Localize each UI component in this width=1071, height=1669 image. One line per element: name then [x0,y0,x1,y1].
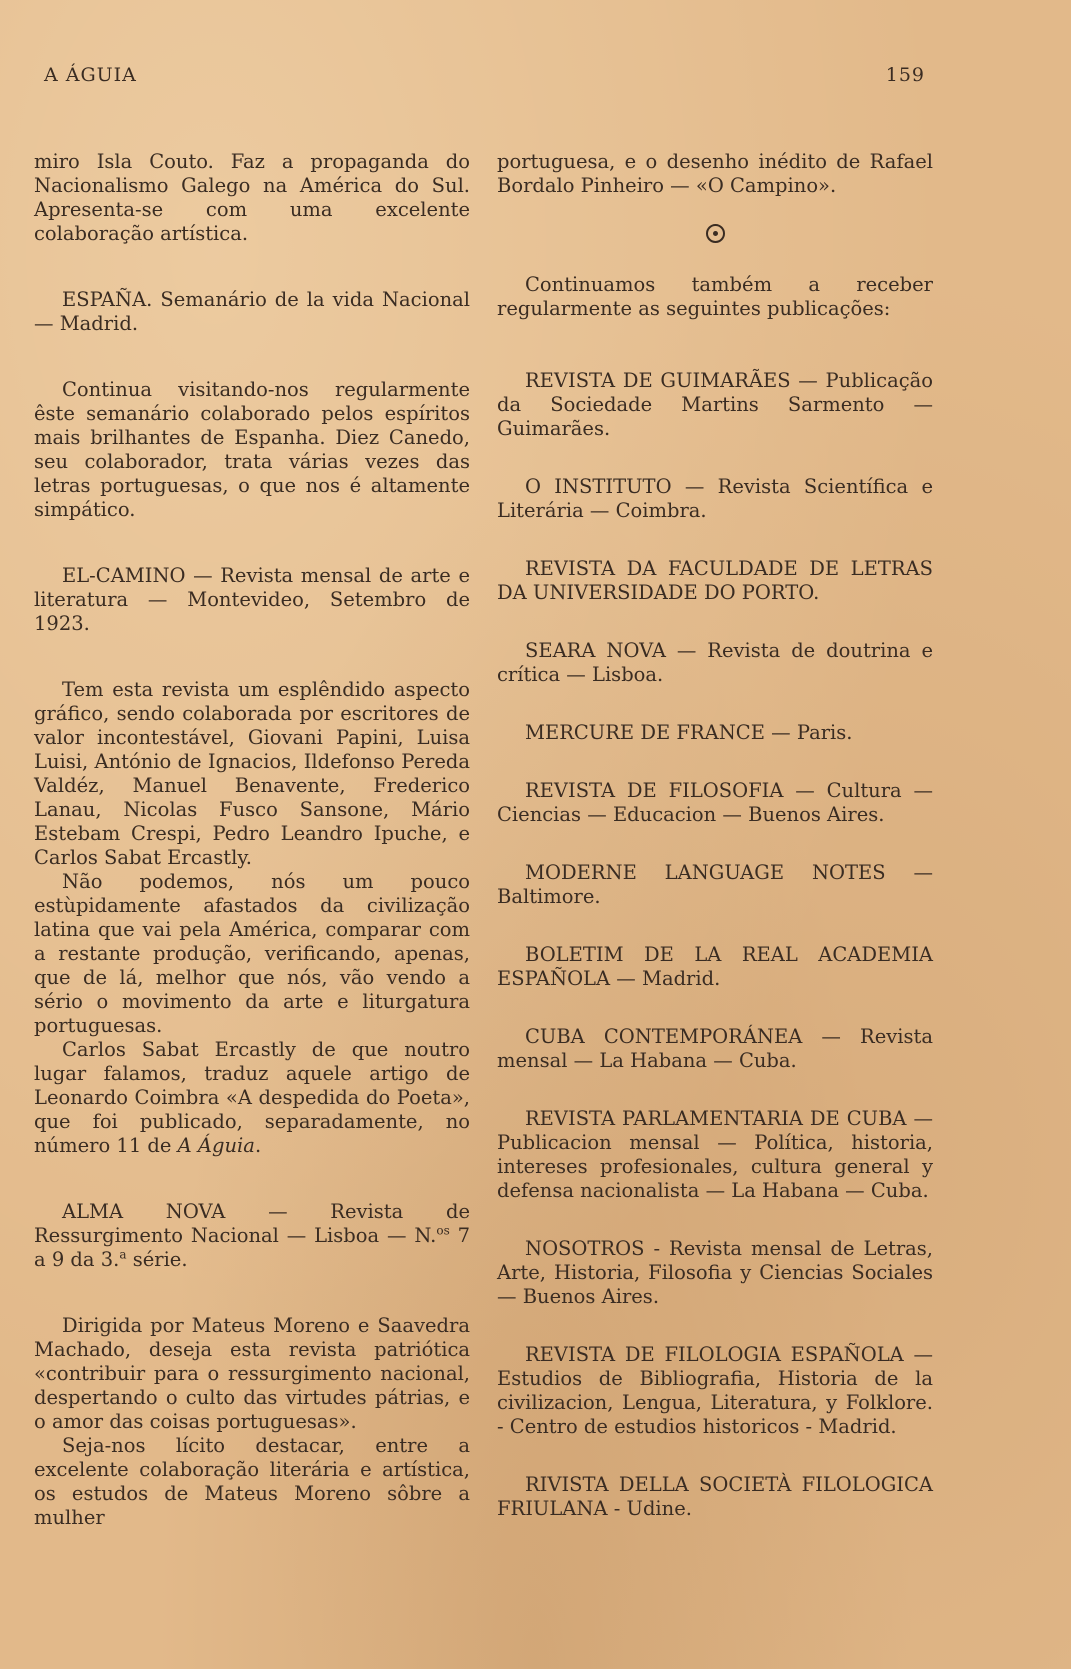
paragraph: Tem esta revista um esplêndido aspecto gráfico, sendo colaborada por escritores de valor incontestável, Giovani Papini, Luisa Luisi, António de Ignacios, Ildefonso Pereda Valdéz, Manuel Benavente, Frederico Lanau, Nicolas Fusco Sansone, Mário Estebam Crespi, Pedro Leandro Ipuche, e Carlos Sabat Ercastly. [34,678,470,869]
left-column [34,150,470,1530]
publication-entry: MERCURE DE FRANCE — Paris. [525,721,853,744]
publication-entry: SEARA NOVA — Revista de doutrina e crítica — Lisboa. [497,639,933,686]
right-column [497,150,933,1521]
review-entry-alma-nova: ALMA NOVA — Revista de Ressurgimento Nacional — Lisboa — N.$^{os}$ 7 a 9 da 3.$^a$ série. [34,1200,470,1271]
paragraph: miro Isla Couto. Faz a propaganda do Nacionalismo Galego na América do Sul. Apresenta-se com uma excelente colaboração artística. [34,150,470,245]
publication-entry: O INSTITUTO — Revista Scientífica e Literária — Coimbra. [497,475,933,522]
journal-title: A ÁGUIA [44,64,137,86]
publication-entry: REVISTA DE FILOSOFIA — Cultura — Ciencias — Educacion — Buenos Aires. [497,779,933,826]
publication-entry: REVISTA PARLAMENTARIA DE CUBA — Publicacion mensal — Política, historia, intereses profesionales, cultura general y defensa nacionalista — La Habana — Cuba. [497,1107,933,1202]
review-entry-espana: ESPAÑA. Semanário de la vida Nacional — Madrid. [34,288,470,335]
paragraph: portuguesa, e o desenho inédito de Rafael Bordalo Pinheiro — «O Campino». [497,150,933,197]
review-entry-el-camino: EL-CAMINO — Revista mensal de arte e literatura — Montevideo, Setembro de 1923. [34,564,470,635]
publication-entry: BOLETIM DE LA REAL ACADEMIA ESPAÑOLA — Madrid. [497,943,933,990]
paragraph: Não podemos, nós um pouco estùpidamente afastados da civilização latina que vai pela América, comparar com a restante produção, verificando, apenas, que de lá, melhor que nós, vão vendo a sério o movimento da arte e liturgatura portuguesas. [34,870,470,1037]
publication-entry: REVISTA DE GUIMARÃES — Publicação da Sociedade Martins Sarmento — Guimarães. [497,369,933,440]
publication-entry: MODERNE LANGUAGE NOTES — Baltimore. [497,861,933,908]
paragraph: Seja-nos lícito destacar, entre a excelente colaboração literária e artística, os estudos de Mateus Moreno sôbre a mulher [34,1434,470,1529]
circle-dot-icon [706,224,725,243]
paragraph: Dirigida por Mateus Moreno e Saavedra Machado, deseja esta revista patriótica «contribuir para o ressurgimento nacional, despertando o culto das virtudes pátrias, e o amor das coisas portuguesas». [34,1314,470,1433]
publication-entry: REVISTA DA FACULDADE DE LETRAS DA UNIVERSIDADE DO PORTO. [497,557,933,604]
publication-entry: RIVISTA DELLA SOCIETÀ FILOLOGICA FRIULANA - Udine. [497,1473,933,1520]
paragraph: Carlos Sabat Ercastly de que noutro lugar falamos, traduz aquele artigo de Leonardo Coimbra «A despedida do Poeta», que foi publicado, separadamente, no número 11 de A Águia. [34,1038,470,1157]
publication-entry: NOSOTROS - Revista mensal de Letras, Arte, Historia, Filosofia y Ciencias Sociales — Buenos Aires. [497,1237,933,1308]
page-number: 159 [885,64,925,86]
publication-entry: CUBA CONTEMPORÁNEA — Revista mensal — La Habana — Cuba. [497,1025,933,1072]
paragraph: Continuamos também a receber regularmente as seguintes publicações: [497,273,933,320]
publication-entry: REVISTA DE FILOLOGIA ESPAÑOLA — Estudios de Bibliografia, Historia de la civilizacion, Lengua, Literatura, y Folklore. - Centro de estudios historicos - Madrid. [497,1343,933,1438]
paragraph: Continua visitando-nos regularmente êste semanário colaborado pelos espíritos mais brilhantes de Espanha. Diez Canedo, seu colaborador, trata várias vezes das letras portuguesas, o que nos é altamente simpático. [34,378,470,521]
journal-name-italic: A Águia [177,1134,255,1157]
ornament-divider [497,224,933,249]
